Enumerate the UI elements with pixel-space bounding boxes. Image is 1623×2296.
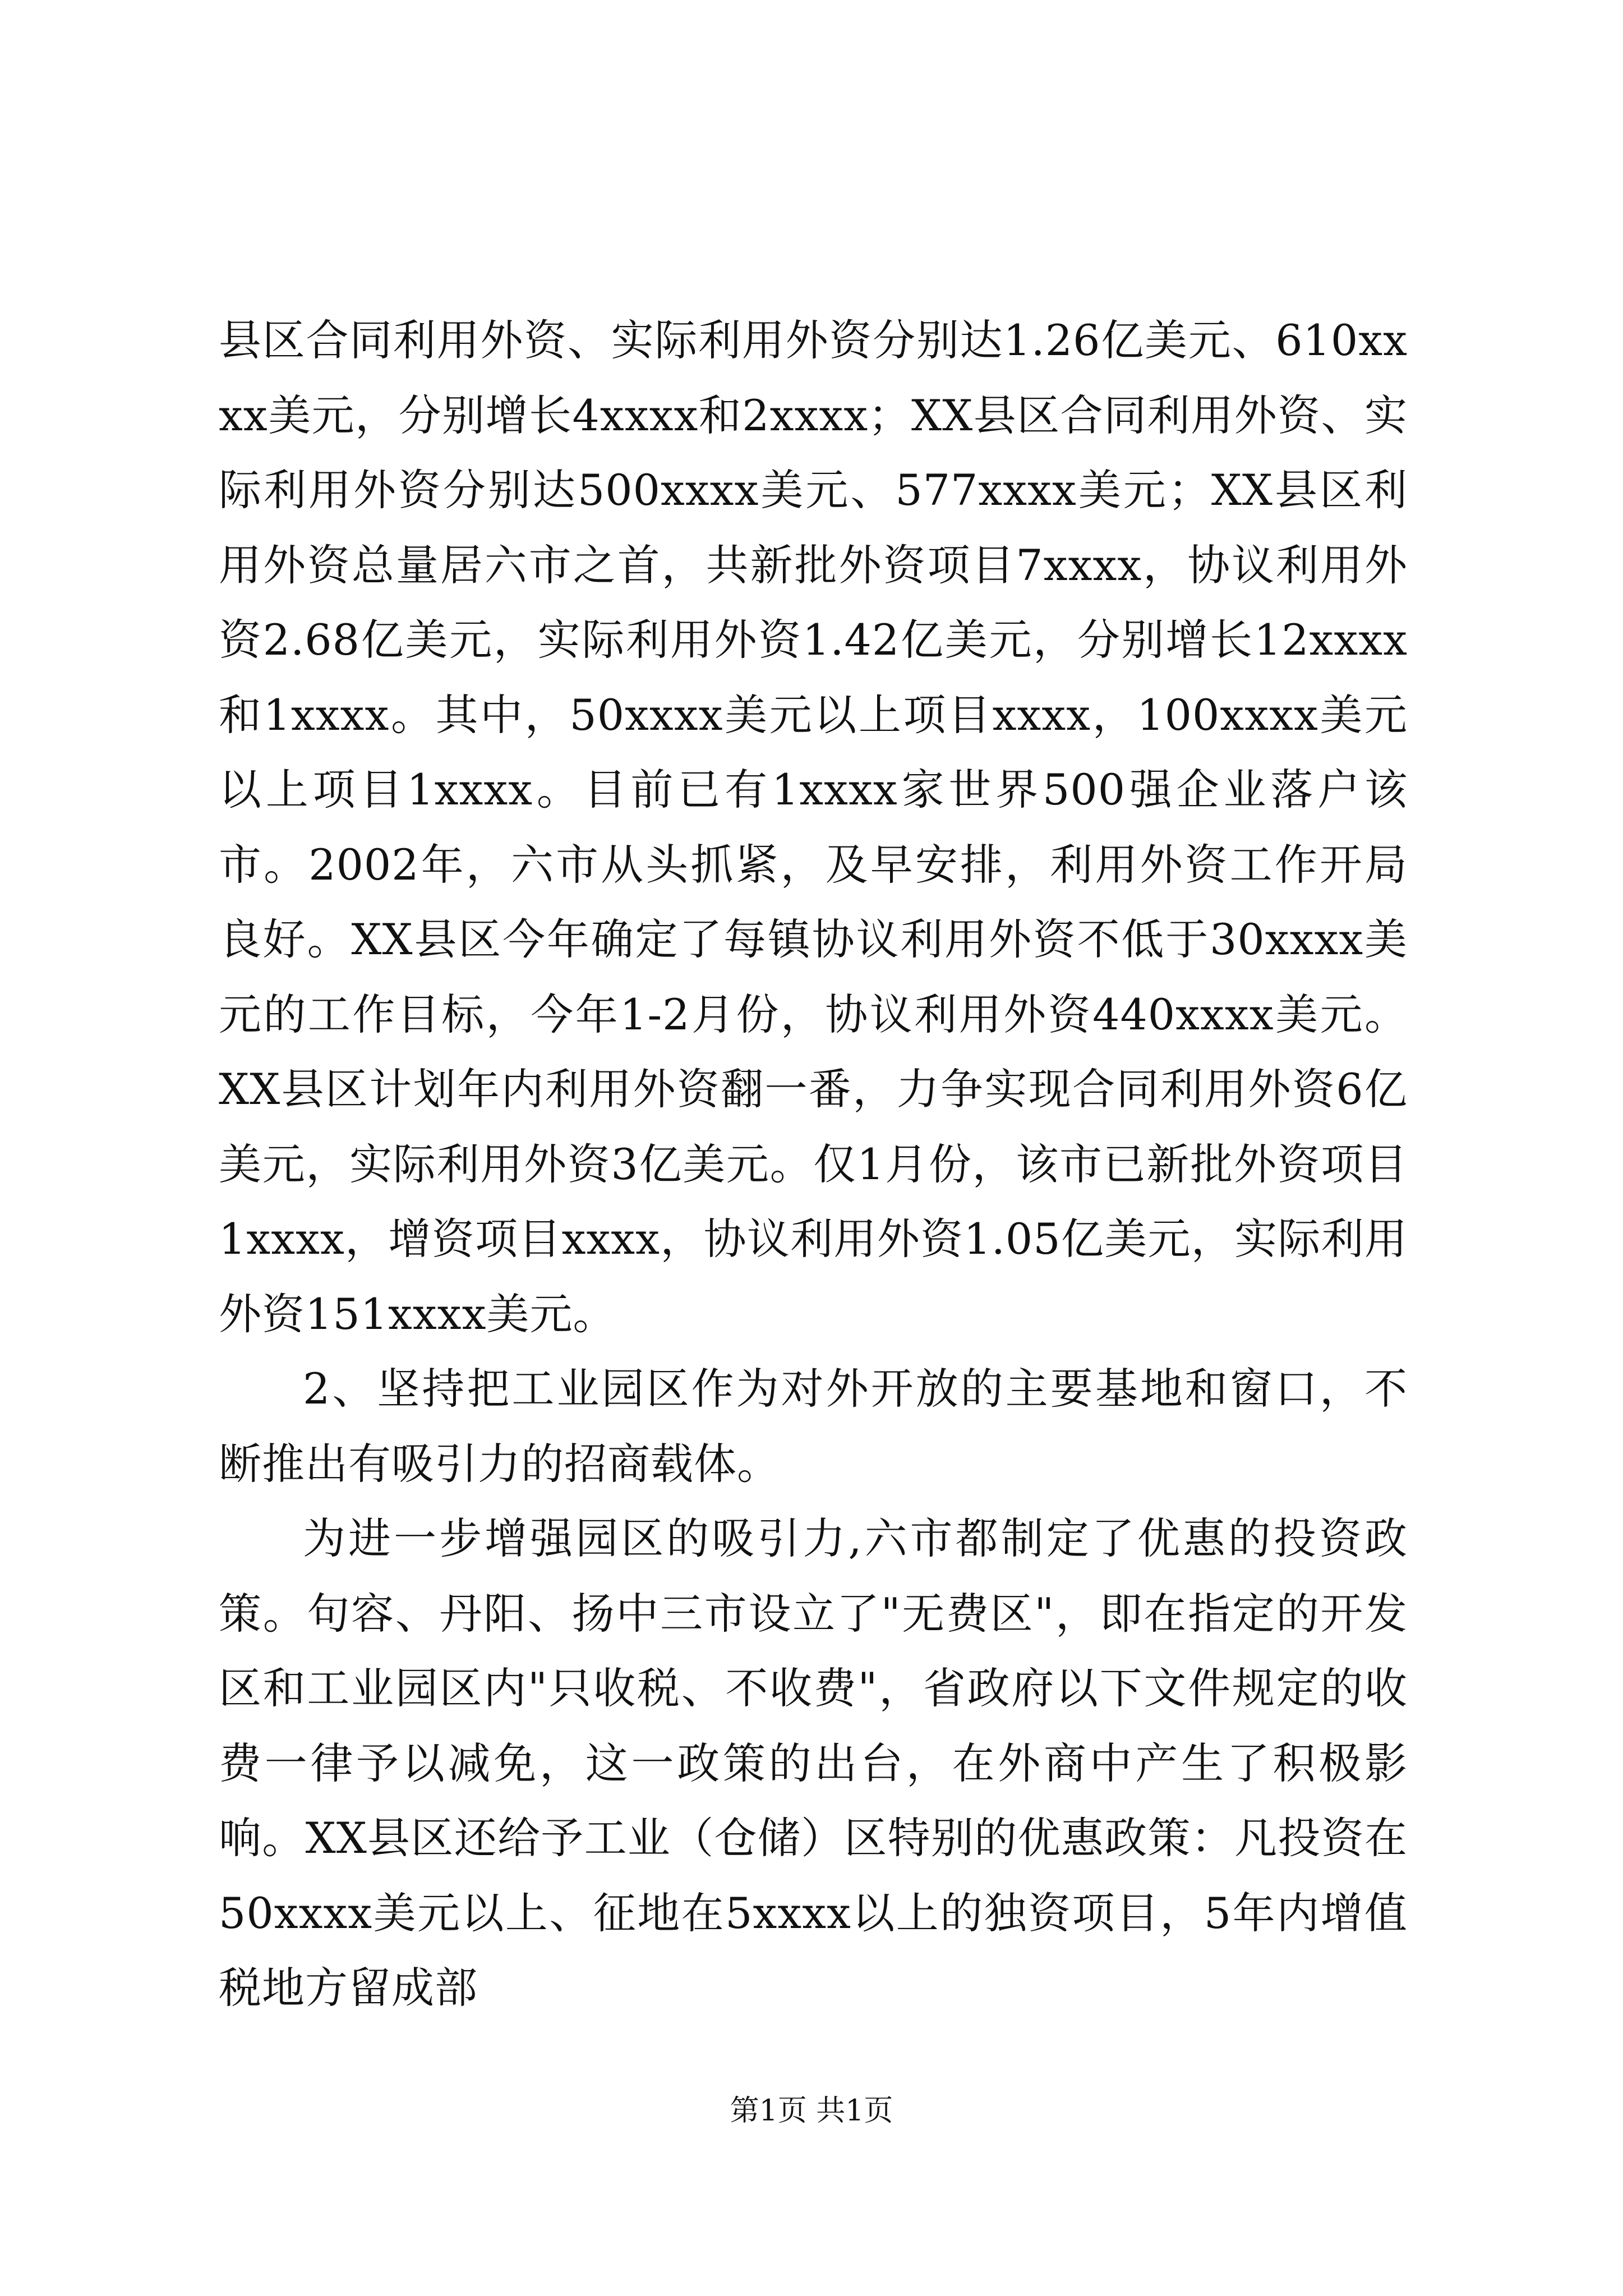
page-footer: 第1页 共1页	[730, 2094, 893, 2128]
document-body	[219, 303, 1408, 2026]
paragraph-3: 为进一步增强园区的吸引力,六市都制定了优惠的投资政策。句容、丹阳、扬中三市设立了"无费区"，即在指定的开发区和工业园区内"只收税、不收费"，省政府以下文件规定的收费一律予以减免，这一政策的出台，在外商中产生了积极影响。XX县区还给予工业（仓储）区特别的优惠政策：凡投资在50xxxx美元以上、征地在5xxxx以上的独资项目，5年内增值税地方留成部	[219, 1513, 1408, 2013]
paragraph-2: 2、坚持把工业园区作为对外开放的主要基地和窗口，不断推出有吸引力的招商载体。	[219, 1364, 1408, 1489]
paragraph-1: 县区合同利用外资、实际利用外资分别达1.26亿美元、610xxxx美元，分别增长4xxxx和2xxxx；XX县区合同利用外资、实际利用外资分别达500xxxx美元、577xxxx美元；XX县区利用外资总量居六市之首，共新批外资项目7xxxx，协议利用外资2.68亿美元，实际利用外资1.42亿美元，分别增长12xxxx和1xxxx。其中，50xxxx美元以上项目xxxx，100xxxx美元以上项目1xxxx。目前已有1xxxx家世界500强企业落户该市。2002年，六市从头抓紧，及早安排，利用外资工作开局良好。XX县区今年确定了每镇协议利用外资不低于30xxxx美元的工作目标，今年1-2月份，协议利用外资440xxxx美元。XX县区计划年内利用外资翻一番，力争实现合同利用外资6亿美元，实际利用外资3亿美元。仅1月份，该市已新批外资项目1xxxx，增资项目xxxx，协议利用外资1.05亿美元，实际利用外资151xxxx美元。	[219, 315, 1408, 1339]
